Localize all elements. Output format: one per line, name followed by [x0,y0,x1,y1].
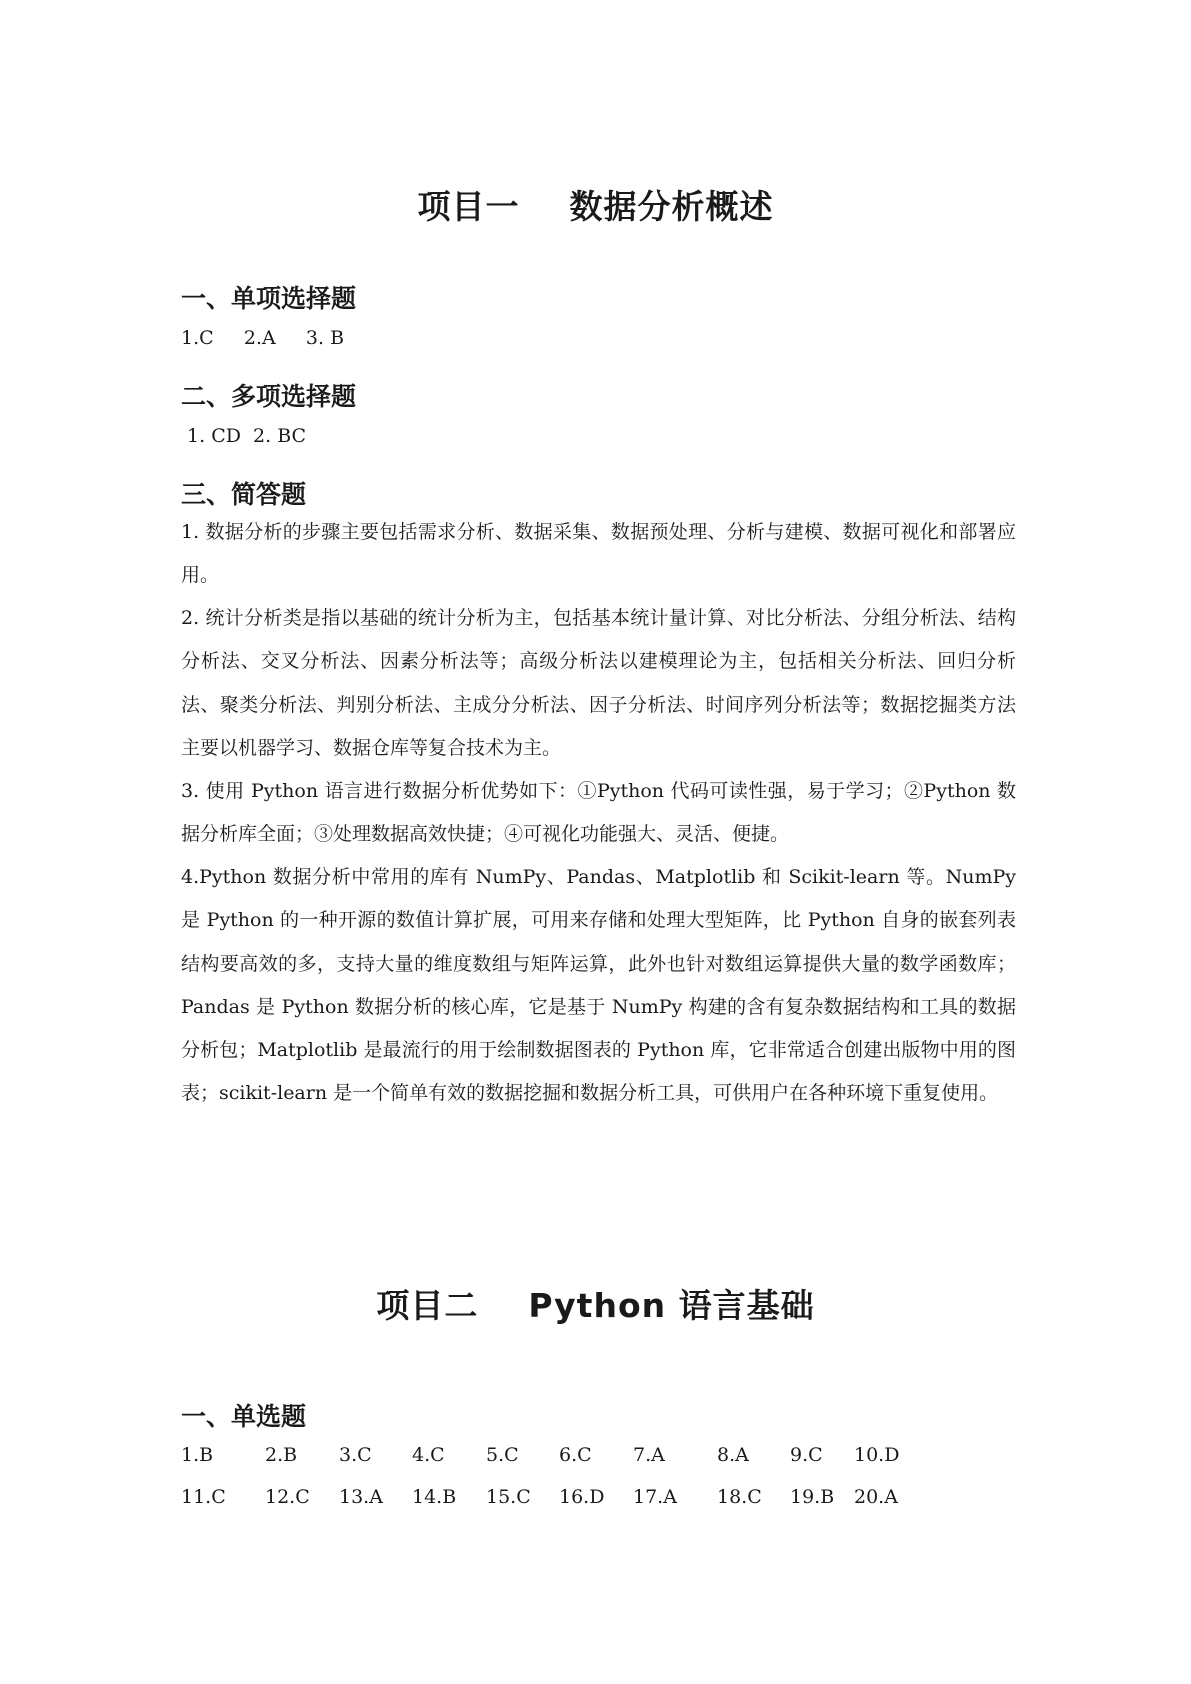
answer-cell: 6.C [559,1444,592,1466]
answer-cell: 13.A [339,1486,383,1508]
answer-cell: 12.C [265,1486,310,1508]
answer-cell: 8.A [717,1444,749,1466]
project-two-title: 项目二 Python 语言基础 [376,1286,815,1325]
answer-cell: 14.B [412,1486,457,1508]
answer-cell: 2.B [265,1444,298,1466]
multi-choice-answers: 1. CD 2. BC [181,425,307,447]
short-answer-4: 4.Python 数据分析中常用的库有 NumPy、Pandas、Matplotlib 和 Scikit-learn 等。NumPy 是 Python 的一种开源的数值计算扩展，可用来存储和处理大型矩阵，比 Python 自身的嵌套列表结构要高效的多，支持大量的维度数组与矩阵运算，此外也针对数组运算提供大量的数学函数库；Pandas 是 Python 数据分析的核心库，它是基于 NumPy 构建的含有复杂数据结构和工具的数据分析包；Matplotlib 是最流行的用于绘制数据图表的 Python 库，它非常适合创建出版物中用的图表；scikit-learn 是一个简单有效的数据挖掘和数据分析工具，可供用户在各种环境下重复使用。 [181,866,1016,1105]
answer-cell: 1.B [181,1444,214,1466]
answer-cell: 5.C [486,1444,519,1466]
short-answer-2: 2. 统计分析类是指以基础的统计分析为主，包括基本统计量计算、对比分析法、分组分析法、结构分析法、交叉分析法、因素分析法等；高级分析法以建模理论为主，包括相关分析法、回归分析法、聚类分析法、判别分析法、主成分分析法、因子分析法、时间序列分析法等；数据挖掘类方法主要以机器学习、数据仓库等复合技术为主。 [181,607,1016,759]
section-single-choice-heading: 一、单项选择题 [181,284,357,313]
answer-cell: 9.C [790,1444,823,1466]
short-answer-1: 1. 数据分析的步骤主要包括需求分析、数据采集、数据预处理、分析与建模、数据可视化和部署应用。 [181,521,1016,587]
answer-cell: 4.C [412,1444,445,1466]
answer-row-2 [181,1486,1016,1516]
answer-cell: 20.A [854,1486,898,1508]
section-short-answer-heading: 三、简答题 [181,480,307,509]
answer-cell: 18.C [717,1486,762,1508]
answer-cell: 11.C [181,1486,226,1508]
short-answer-3: 3. 使用 Python 语言进行数据分析优势如下：①Python 代码可读性强，易于学习；②Python 数据分析库全面；③处理数据高效快捷；④可视化功能强大、灵活、便捷。 [181,780,1016,846]
section-single-select-heading: 一、单选题 [181,1402,307,1431]
answer-cell: 10.D [854,1444,900,1466]
answer-cell: 16.D [559,1486,605,1508]
answer-cell: 17.A [633,1486,677,1508]
answer-cell: 19.B [790,1486,835,1508]
answer-cell: 7.A [633,1444,665,1466]
single-choice-answers: 1.C 2.A 3. B [181,327,345,349]
project-one-title: 项目一 数据分析概述 [417,187,774,226]
answer-cell: 15.C [486,1486,531,1508]
section-multi-choice-heading: 二、多项选择题 [181,382,357,411]
answer-row-1 [181,1444,1016,1474]
answer-cell: 3.C [339,1444,372,1466]
